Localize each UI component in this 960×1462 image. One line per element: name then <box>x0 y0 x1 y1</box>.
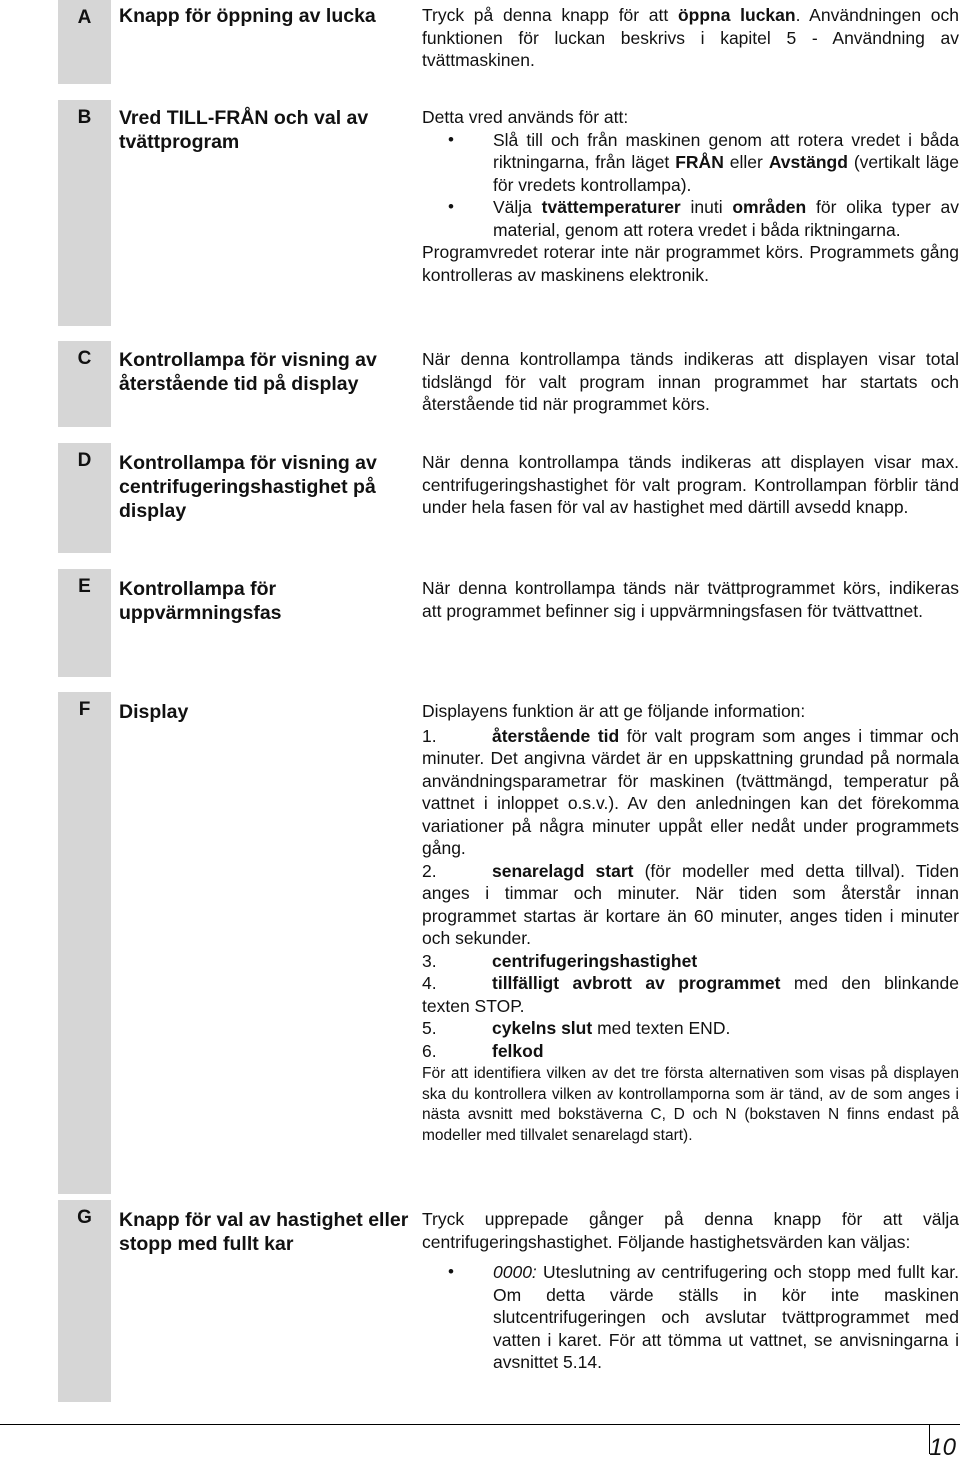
text-segment: (för modeller med detta tillval). Tiden anges i timmar och minuter. När tiden som återstår innan programmet startas är kortare än 60 minuter, anges tiden i minuter och sekunder. <box>422 860 959 948</box>
row-description <box>422 1208 959 1374</box>
row-letter: A <box>77 7 92 28</box>
bold-term: tillfälligt avbrott av programmet <box>492 973 781 993</box>
numbered-item <box>422 725 959 860</box>
footer-rule <box>0 1424 960 1425</box>
item-number: 6. <box>422 1040 437 1061</box>
row-letter: C <box>77 348 92 369</box>
text-segment: . Användningen och funktionen för luckan beskrivs i kapitel 5 - Användning av tvättmaskinen. <box>422 5 959 70</box>
bold-term: felkod <box>492 1040 544 1061</box>
page-number: 10 <box>929 1434 956 1461</box>
bold-term: öppna luckan <box>677 5 796 25</box>
value-code: 0000: <box>493 1262 537 1282</box>
row-title: Kontrollampa för visning av återstående tid på display <box>119 349 377 395</box>
item-number: 3. <box>422 950 437 971</box>
row-title: Kontrollampa för visning av centrifugeringshastighet på display <box>119 452 377 522</box>
row-title: Knapp för val av hastighet eller stopp med fullt kar <box>119 1209 409 1255</box>
row-letter-box <box>58 443 111 553</box>
row-letter: E <box>78 576 91 597</box>
row-title: Vred TILL-FRÅN och val av tvättprogram <box>119 107 369 153</box>
row-b <box>0 100 960 326</box>
closing-text: Programvredet roterar inte när programmet körs. Programmets gång kontrolleras av maskinens elektronik. <box>422 242 959 285</box>
bold-term: FRÅN <box>675 152 724 172</box>
text-segment: Uteslutning av centrifugering och stopp med fullt kar. Om detta värde ställs in kör inte maskinen slutcentrifugeringen och avslutar tvättprogrammet med vatten i karet. För att tömma ut vattnet, se anvisningarna i avsnittet 5.14. <box>493 1262 959 1372</box>
row-letter: G <box>77 1207 92 1228</box>
text-segment: eller <box>723 152 769 172</box>
row-letter-box <box>58 0 111 84</box>
numbered-item <box>422 1040 959 1063</box>
row-letter-box <box>58 1200 111 1402</box>
bullet-item <box>422 196 959 241</box>
intro-text: Displayens funktion är att ge följande information: <box>422 701 806 721</box>
intro-text: Tryck upprepade gånger på denna knapp för att välja centrifugeringshastighet. Följande hastighetsvärden kan väljas: <box>422 1209 959 1252</box>
text-segment: (vertikalt läge för vredets kontrollampa). <box>493 152 959 195</box>
row-letter: F <box>78 699 91 720</box>
text-segment: med den blinkande texten STOP. <box>422 973 960 1016</box>
row-title: Knapp för öppning av lucka <box>119 5 376 27</box>
item-number: 2. <box>422 860 437 881</box>
row-e <box>0 569 960 677</box>
intro-text: Detta vred används för att: <box>422 107 629 127</box>
row-description: När denna kontrollampa tänds när tvättprogrammet körs, indikeras att programmet befinner sig i uppvärmningsfasen för tvättvattnet. <box>422 578 959 621</box>
row-d <box>0 443 960 553</box>
row-letter-box <box>58 341 111 427</box>
numbered-item <box>422 1017 959 1040</box>
item-number: 1. <box>422 725 437 746</box>
bold-term: centrifugeringshastighet <box>492 950 698 971</box>
row-description <box>422 700 959 1146</box>
text-segment: Välja <box>493 197 542 217</box>
bold-term: tvättemperaturer <box>541 197 681 217</box>
numbered-item <box>422 860 959 950</box>
bold-term: senarelagd start <box>492 860 634 881</box>
bullet-item <box>422 129 959 197</box>
note-text: För att identifiera vilken av det tre första alternativen som visas på displayen ska du kontrollera vilken av kontrollamporna som är tänd, av de som anges i nästa avsnitt med bokstäverna C, D och N (bokstaven N finns endast på modeller med tillvalet senarelagd start). <box>422 1065 959 1144</box>
row-description <box>422 106 959 286</box>
item-number: 4. <box>422 973 437 993</box>
bold-term: Avstängd <box>768 152 848 172</box>
row-a <box>0 0 960 84</box>
row-description <box>422 4 959 72</box>
text-segment: för olika typer av material, genom att rotera vredet i båda riktningarna. <box>493 197 960 240</box>
row-title: Display <box>119 701 189 723</box>
row-g <box>0 1200 960 1402</box>
row-letter: B <box>77 107 92 128</box>
row-letter-box <box>58 692 111 1194</box>
text-segment: inuti <box>680 197 733 217</box>
row-description: När denna kontrollampa tänds indikeras att displayen visar max. centrifugeringshastighet för valt program. Kontrollampan förblir tänd under hela fasen för val av hastighet med därtill avsedd knapp. <box>422 452 959 517</box>
row-description: När denna kontrollampa tänds indikeras att displayen visar total tidslängd för valt program innan programmet har startats och återstående tid när programmet körs. <box>422 349 959 414</box>
bold-term: cykelns slut <box>492 1018 593 1038</box>
row-f <box>0 692 960 1194</box>
text-segment: Slå till och från maskinen genom att rotera vredet i båda riktningarna, från läget <box>493 129 959 172</box>
text-segment: för valt program som anges i timmar och minuter. Det angivna värdet är en uppskattning grundad på normala användningsparametrar för maskinen (tvättmängd, temperatur på vattnet i inloppet o.s.v.). Av den anledningen kan det förekomma variationer på några minuter uppåt eller nedåt under programmets gång. <box>422 725 959 858</box>
text-segment: Tryck på denna knapp för att <box>422 5 678 25</box>
row-title: Kontrollampa för uppvärmningsfas <box>119 578 282 624</box>
bold-term: områden <box>732 197 807 217</box>
bold-term: återstående tid <box>492 725 620 746</box>
numbered-item <box>422 972 959 1017</box>
item-number: 5. <box>422 1018 437 1038</box>
row-letter-box <box>58 569 111 677</box>
row-letter: D <box>77 450 92 471</box>
row-c <box>0 341 960 427</box>
bullet-item <box>422 1261 959 1374</box>
numbered-item <box>422 950 959 973</box>
row-letter-box <box>58 100 111 326</box>
text-segment: med texten END. <box>592 1018 731 1038</box>
